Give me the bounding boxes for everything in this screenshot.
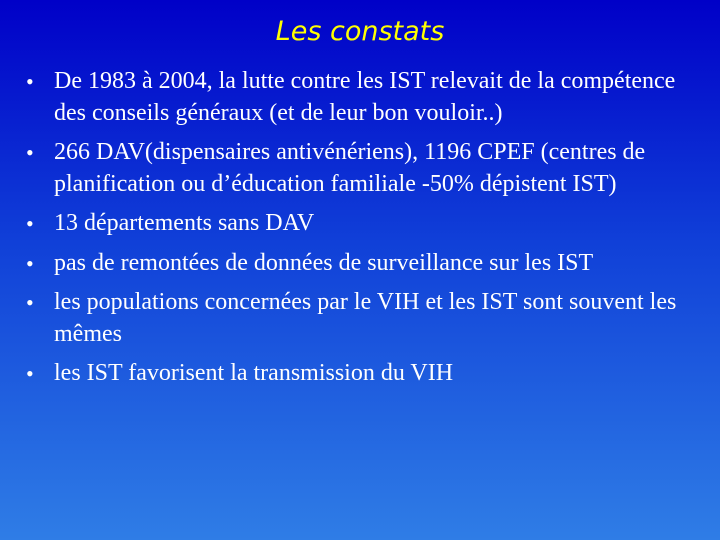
bullet-item xyxy=(26,287,696,350)
bullet-item xyxy=(26,248,696,280)
bullet-text: pas de remontées de données de surveillance sur les IST xyxy=(54,249,594,276)
bullet-icon: • xyxy=(26,140,34,165)
bullet-item xyxy=(26,358,696,390)
bullet-icon: • xyxy=(26,290,34,315)
bullet-list xyxy=(26,66,696,398)
bullet-icon: • xyxy=(26,250,34,276)
bullet-icon: • xyxy=(26,361,34,386)
bullet-text: 266 DAV(dispensaires antivénériens), 1196 CPEF (centres de planification ou d’éducation familiale -50% dépistent IST) xyxy=(54,139,646,197)
bullet-text: les populations concernées par le VIH et les IST sont souvent les mêmes xyxy=(54,289,677,347)
bullet-item xyxy=(26,66,696,129)
bullet-item xyxy=(26,208,696,240)
bullet-item xyxy=(26,137,696,200)
bullet-icon: • xyxy=(26,69,34,94)
bullet-text: les IST favorisent la transmission du VIH xyxy=(54,360,454,386)
bullet-text: 13 départements sans DAV xyxy=(54,210,315,236)
bullet-icon: • xyxy=(26,211,34,236)
bullet-text: De 1983 à 2004, la lutte contre les IST relevait de la compétence des conseils généraux (et de leur bon vouloir..) xyxy=(54,68,676,126)
slide-title: Les constats xyxy=(275,16,445,47)
